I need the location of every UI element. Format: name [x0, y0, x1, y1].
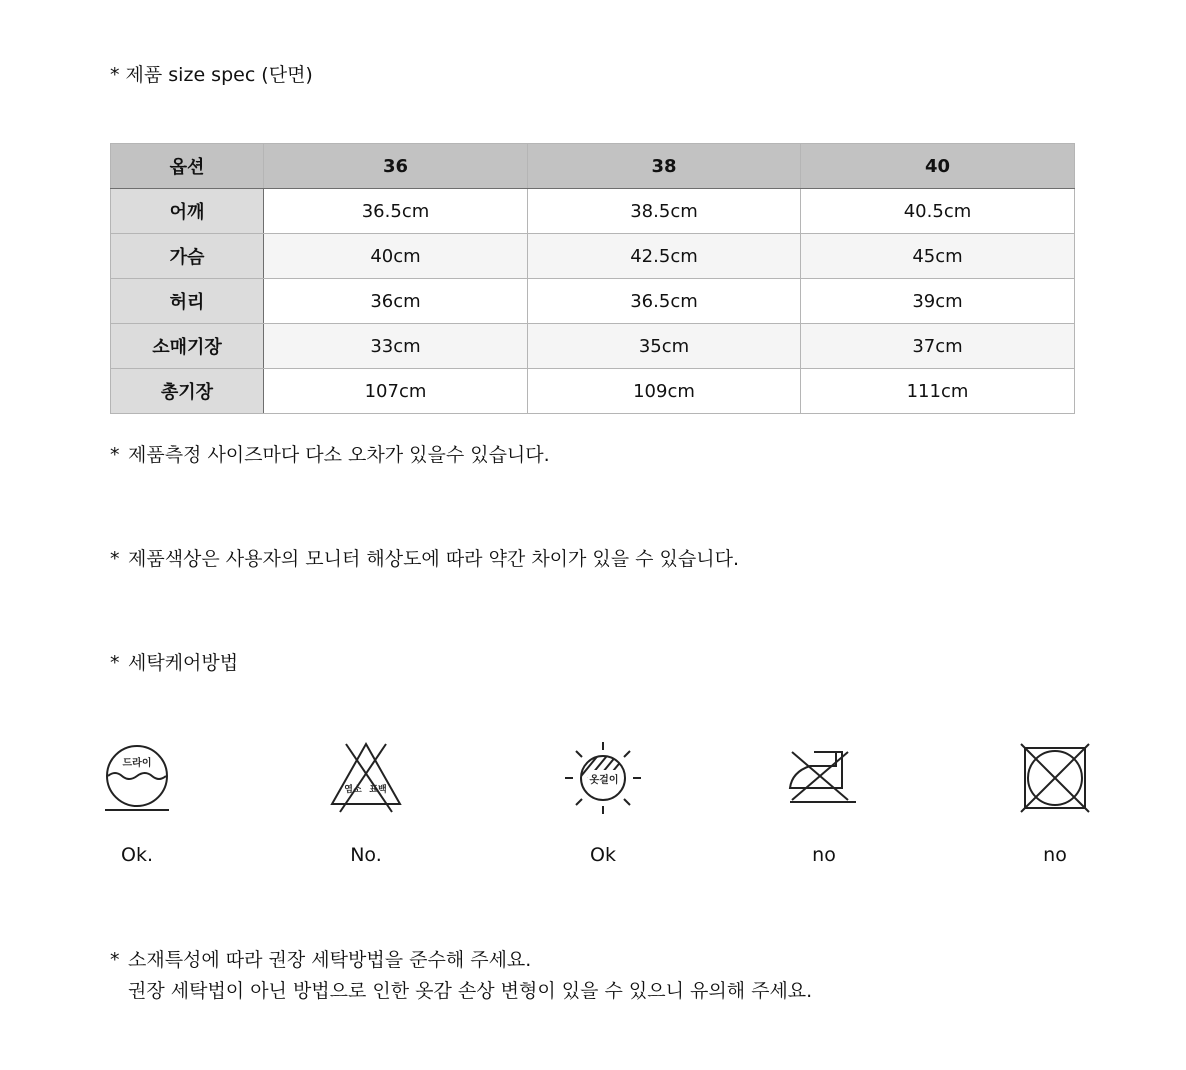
dry-clean-icon — [102, 738, 172, 818]
care-item-dry-clean — [72, 738, 202, 866]
measure-note — [110, 440, 550, 471]
table-cell: 40.5cm — [801, 189, 1075, 234]
table-cell: 45cm — [801, 234, 1075, 279]
row-label: 총기장 — [111, 369, 264, 414]
care-item-hang-dry — [538, 738, 668, 866]
row-label: 소매기장 — [111, 324, 264, 369]
column-header-option: 옵션 — [111, 144, 264, 189]
table-cell: 37cm — [801, 324, 1075, 369]
care-item-no-bleach — [301, 738, 431, 866]
table-cell: 39cm — [801, 279, 1075, 324]
bleach-icon-text-right: 표백 — [369, 785, 387, 795]
table-row — [111, 324, 1075, 369]
color-note — [110, 544, 739, 575]
table-row — [111, 189, 1075, 234]
row-label: 허리 — [111, 279, 264, 324]
hang-dry-shade-icon — [563, 738, 643, 818]
no-iron-icon — [784, 738, 864, 818]
table-row — [111, 279, 1075, 324]
table-cell: 42.5cm — [528, 234, 801, 279]
material-note-line1: 소재특성에 따라 권장 세탁방법을 준수해 주세요. — [128, 949, 532, 971]
table-cell: 107cm — [264, 369, 528, 414]
column-header-40: 40 — [801, 144, 1075, 189]
no-tumble-dry-icon — [1015, 738, 1095, 818]
table-cell: 109cm — [528, 369, 801, 414]
table-cell: 111cm — [801, 369, 1075, 414]
table-cell: 36.5cm — [264, 189, 528, 234]
table-row — [111, 369, 1075, 414]
care-title — [110, 648, 238, 679]
material-note — [110, 945, 812, 1007]
table-cell: 36cm — [264, 279, 528, 324]
bleach-icon-text-left: 염소 — [344, 785, 362, 795]
care-label-no-tumble-dry: no — [1043, 844, 1067, 866]
care-label-no-bleach: No. — [350, 844, 382, 866]
note-bullet: * — [110, 548, 120, 570]
table-cell: 36.5cm — [528, 279, 801, 324]
care-title-text: 세탁케어방법 — [128, 652, 239, 674]
column-header-38: 38 — [528, 144, 801, 189]
row-label: 가슴 — [111, 234, 264, 279]
size-spec-table — [110, 143, 1075, 414]
care-label-hang-dry: Ok — [590, 844, 616, 866]
table-header-row — [111, 144, 1075, 189]
table-cell: 38.5cm — [528, 189, 801, 234]
care-label-no-iron: no — [812, 844, 836, 866]
row-label: 어깨 — [111, 189, 264, 234]
color-note-text: 제품색상은 사용자의 모니터 해상도에 따라 약간 차이가 있을 수 있습니다. — [128, 548, 740, 570]
table-cell: 35cm — [528, 324, 801, 369]
column-header-36: 36 — [264, 144, 528, 189]
note-bullet: * — [110, 949, 120, 971]
no-chlorine-bleach-icon — [326, 738, 406, 818]
measure-note-text: 제품측정 사이즈마다 다소 오차가 있을수 있습니다. — [128, 444, 550, 466]
hang-dry-icon-text: 옷걸이 — [589, 775, 619, 786]
table-row — [111, 234, 1075, 279]
material-note-line2: 권장 세탁법이 아닌 방법으로 인한 옷감 손상 변형이 있을 수 있으니 유의해 주세요. — [128, 980, 813, 1002]
note-bullet: * — [110, 652, 120, 674]
spec-title: * 제품 size spec (단면) — [110, 64, 313, 86]
table-cell: 40cm — [264, 234, 528, 279]
care-item-no-iron — [759, 738, 889, 866]
care-item-no-tumble-dry — [990, 738, 1120, 866]
care-label-dry-clean: Ok. — [121, 844, 153, 866]
note-bullet: * — [110, 444, 120, 466]
table-cell: 33cm — [264, 324, 528, 369]
dry-clean-icon-text: 드라이 — [122, 758, 152, 769]
